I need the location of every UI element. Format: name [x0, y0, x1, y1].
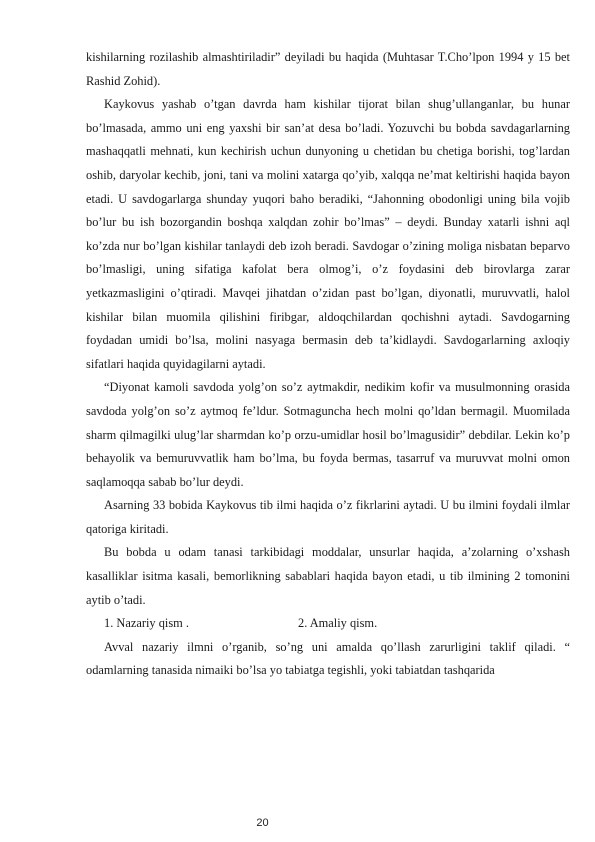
medicine-parts-list [86, 612, 570, 636]
body-text [86, 46, 570, 683]
paragraph-medicine-intro: Asarning 33 bobida Kaykovus tib ilmi haqida o’z fikrlarini aytadi. U bu ilmini foydali ilmlar qatoriga kiritadi. [86, 498, 570, 536]
list-item: 2. Amaliy qism. [298, 616, 378, 631]
page-number: 20 [256, 817, 269, 829]
list-item: 1. Nazariy qism . [104, 616, 189, 631]
paragraph-continuation: kishilarning rozilashib almashtiriladir” deyiladi bu haqida (Muhtasar T.Cho’lpon 1994 y 15 bet Rashid Zohid). [86, 50, 570, 88]
paragraph-kaykovus-trade: Kaykovus yashab o’tgan davrda ham kishilar tijorat bilan shug’ullanganlar, bu hunar bo’lmasada, ammo uni eng yaxshi bir san’at desa bo’ladi. Yozuvchi bu bobda savdagarlarning mashaqqatli mehnati, kun kechirish uchun dunyoning u chetidan bu chetiga borishi, tog’lardan oshib, daryolar kechib, joni, tani va molini xatarga qo’yib, xalqqa ne’mat keltirishi haqida bayon etadi. U savdogarlarga shunday yuqori baho beradiki, “Jahonning obodonligi uning bila vojib bo’lur bu ish bozorgandin boshqa xalqdan zohir bo’lmas” – deydi. Bunday xatarli ishni aql ko’zda nur bo’lgan kishilar tanlaydi deb izoh beradi. Savdogar o’zining moliga nisbatan beparvo bo’lmasligi, uning sifatiga kafolat bera olmog’i, o’z foydasini deb birovlarga zarar yetkazmasligini o’qtiradi. Mavqei jihatdan o’zidan past bo’lgan, diyonatli, muruvvatli, halol kishilar bilan muomila qilishini firibgar, aldoqchilardan qochishni aytadi. Savdogarning foydadan umidi bo’lsa, molini nasyaga bermasin deb ta’kidlaydi. Savdogarlarning axloqiy sifatlari haqida quyidagilarni aytadi. [86, 97, 570, 371]
paragraph-quote-diyonat: “Diyonat kamoli savdoda yolg’on so’z aytmakdir, nedikim kofir va musulmonning orasida savdoda yolg’on so’z aytmoq fe’ldur. Sotmaguncha hech molni qo’ldan bermagil. Muomilada sharm qilmagilki ulug’lar sharmdan ko’p orzu-umidlar hosil bo’lmagusidir” debdilar. Lekin ko’p behayolik va bemuruvvatlik ham bo’lma, bu foyda bermas, tasarruf va muruvvat molni omon saqlamoqqa sabab bo’lur deydi. [86, 380, 570, 489]
paragraph-body-substances: Bu bobda u odam tanasi tarkibidagi moddalar, unsurlar haqida, a’zolarning o’xshash kasalliklar isitma kasali, bemorlikning sabablari haqida bayon etadi, u tib ilmining 2 tomonini aytib o’tadi. [86, 545, 570, 607]
paragraph-closing: Avval nazariy ilmni o’rganib, so’ng uni amalda qo’llash zarurligini taklif qiladi. “ odamlarning tanasida nimaiki bo’lsa yo tabiatga tegishli, yoki tabiatdan tashqarida [86, 639, 570, 678]
